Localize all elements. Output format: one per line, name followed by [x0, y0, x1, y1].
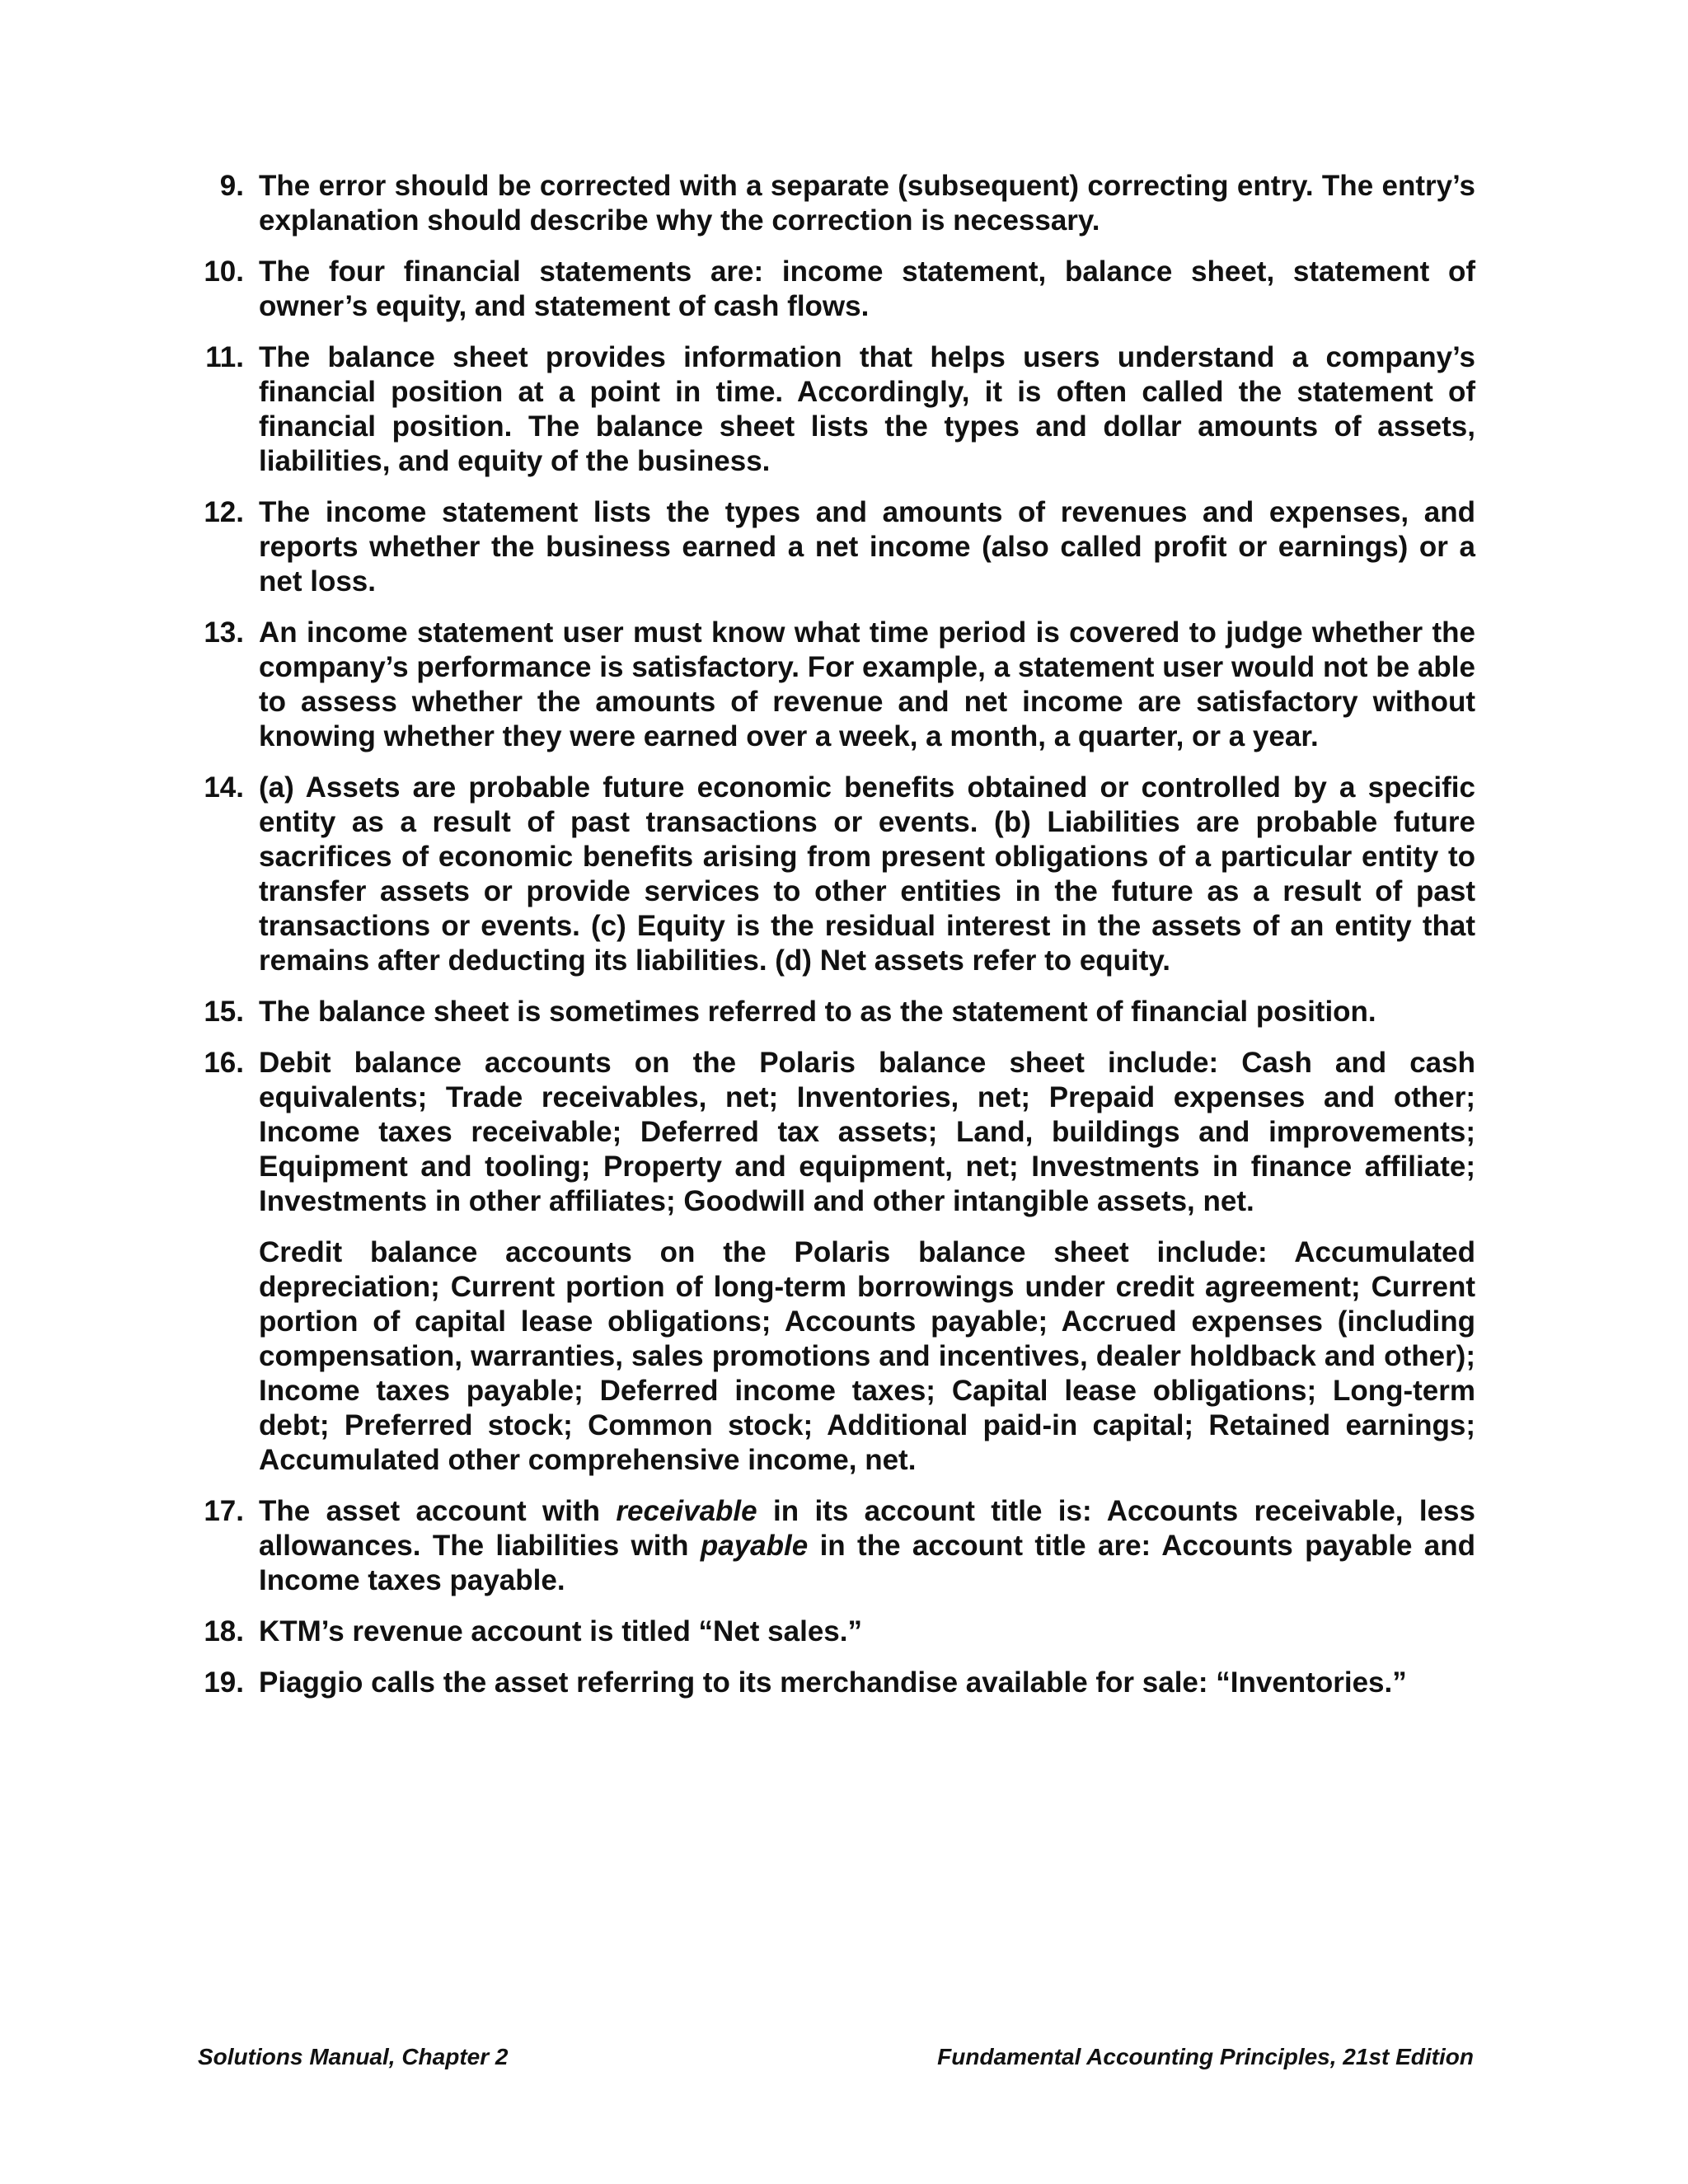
- list-item: [193, 1666, 1475, 1700]
- item-text: The balance sheet provides information that helps users understand a company’s financial position at a point in time. Accordingly, it is often called the statement of financial position. The balance sheet lists the types and dollar amounts of assets, liabilities, and equity of the business.: [259, 341, 1475, 477]
- item-number: 19.: [204, 1666, 244, 1699]
- item-number: 12.: [204, 496, 244, 528]
- emphasis-payable: payable: [700, 1530, 809, 1562]
- list-item: [193, 1615, 1475, 1649]
- item-text: An income statement user must know what time period is covered to judge whether the company’s performance is satisfactory. For example, a statement user would not be able to assess whether the amounts of revenue and net income are satisfactory without knowing whether they were earned over a week, a month, a quarter, or a year.: [259, 616, 1475, 752]
- item-text-continued: Credit balance accounts on the Polaris balance sheet include: Accumulated depreciation; Current portion of long-term borrowings under credit agreement; Current portion of capital lease obligations; Accounts payable; Accrued expenses (including compensation, warranties, sales promotions and incentives, dealer holdback and other); Income taxes payable; Deferred income taxes; Capital lease obligations; Long-term debt; Preferred stock; Common stock; Additional paid-in capital; Retained earnings; Accumulated other comprehensive income, net.: [259, 1236, 1475, 1476]
- item-text: Debit balance accounts on the Polaris balance sheet include: Cash and cash equivalents; Trade receivables, net; Inventories, net; Prepaid expenses and other; Income taxes receivable; Deferred tax assets; Land, buildings and improvements; Equipment and tooling; Property and equipment, net; Investments in finance affiliate; Investments in other affiliates; Goodwill and other intangible assets, net.: [259, 1047, 1475, 1217]
- item-text: Piaggio calls the asset referring to its merchandise available for sale: “Inventories.”: [259, 1666, 1407, 1699]
- list-item: [193, 616, 1475, 754]
- list-item: [193, 495, 1475, 599]
- item-text: The four financial statements are: income statement, balance sheet, statement of owner’s equity, and statement of cash flows.: [259, 255, 1475, 322]
- item-text: The asset account with receivable in its account title is: Accounts receivable, less allowances. The liabilities with payable in the account title are: Accounts payable and Income taxes payable.: [259, 1495, 1475, 1596]
- emphasis-receivable: receivable: [616, 1495, 757, 1527]
- list-item: [193, 255, 1475, 324]
- list-item: [193, 1494, 1475, 1598]
- list-item: [193, 771, 1475, 978]
- item-number: 17.: [204, 1495, 244, 1527]
- footer-right-text: Fundamental Accounting Principles, 21st Edition: [937, 2044, 1474, 2069]
- item-text: KTM’s revenue account is titled “Net sales.”: [259, 1615, 862, 1647]
- item-text: The balance sheet is sometimes referred to as the statement of financial position.: [259, 996, 1376, 1028]
- item-number: 13.: [204, 616, 244, 649]
- item-number: 14.: [204, 771, 244, 804]
- item-text: The income statement lists the types and amounts of revenues and expenses, and reports whether the business earned a net income (also called profit or earnings) or a net loss.: [259, 496, 1475, 598]
- answer-list: [193, 169, 1475, 1717]
- item-text: The error should be corrected with a separate (subsequent) correcting entry. The entry’s explanation should describe why the correction is necessary.: [259, 170, 1475, 237]
- list-item: [193, 995, 1475, 1029]
- page-footer: [198, 2044, 1474, 2077]
- item-number: 18.: [204, 1615, 244, 1647]
- item-number: 15.: [204, 996, 244, 1028]
- item-number: 10.: [204, 255, 244, 288]
- list-item: [193, 169, 1475, 238]
- list-item: [193, 1046, 1475, 1478]
- item-number: 11.: [205, 341, 244, 373]
- item-number: 16.: [204, 1047, 244, 1079]
- item-number: 9.: [219, 170, 244, 202]
- item-text: (a) Assets are probable future economic benefits obtained or controlled by a specific entity as a result of past transactions or events. (b) Liabilities are probable future sacrifices of economic benefits arising from present obligations of a particular entity to transfer assets or provide services to other entities in the future as a result of past transactions or events. (c) Equity is the residual interest in the assets of an entity that remains after deducting its liabilities. (d) Net assets refer to equity.: [259, 771, 1475, 977]
- list-item: [193, 340, 1475, 479]
- footer-left-text: Solutions Manual, Chapter 2: [198, 2044, 509, 2069]
